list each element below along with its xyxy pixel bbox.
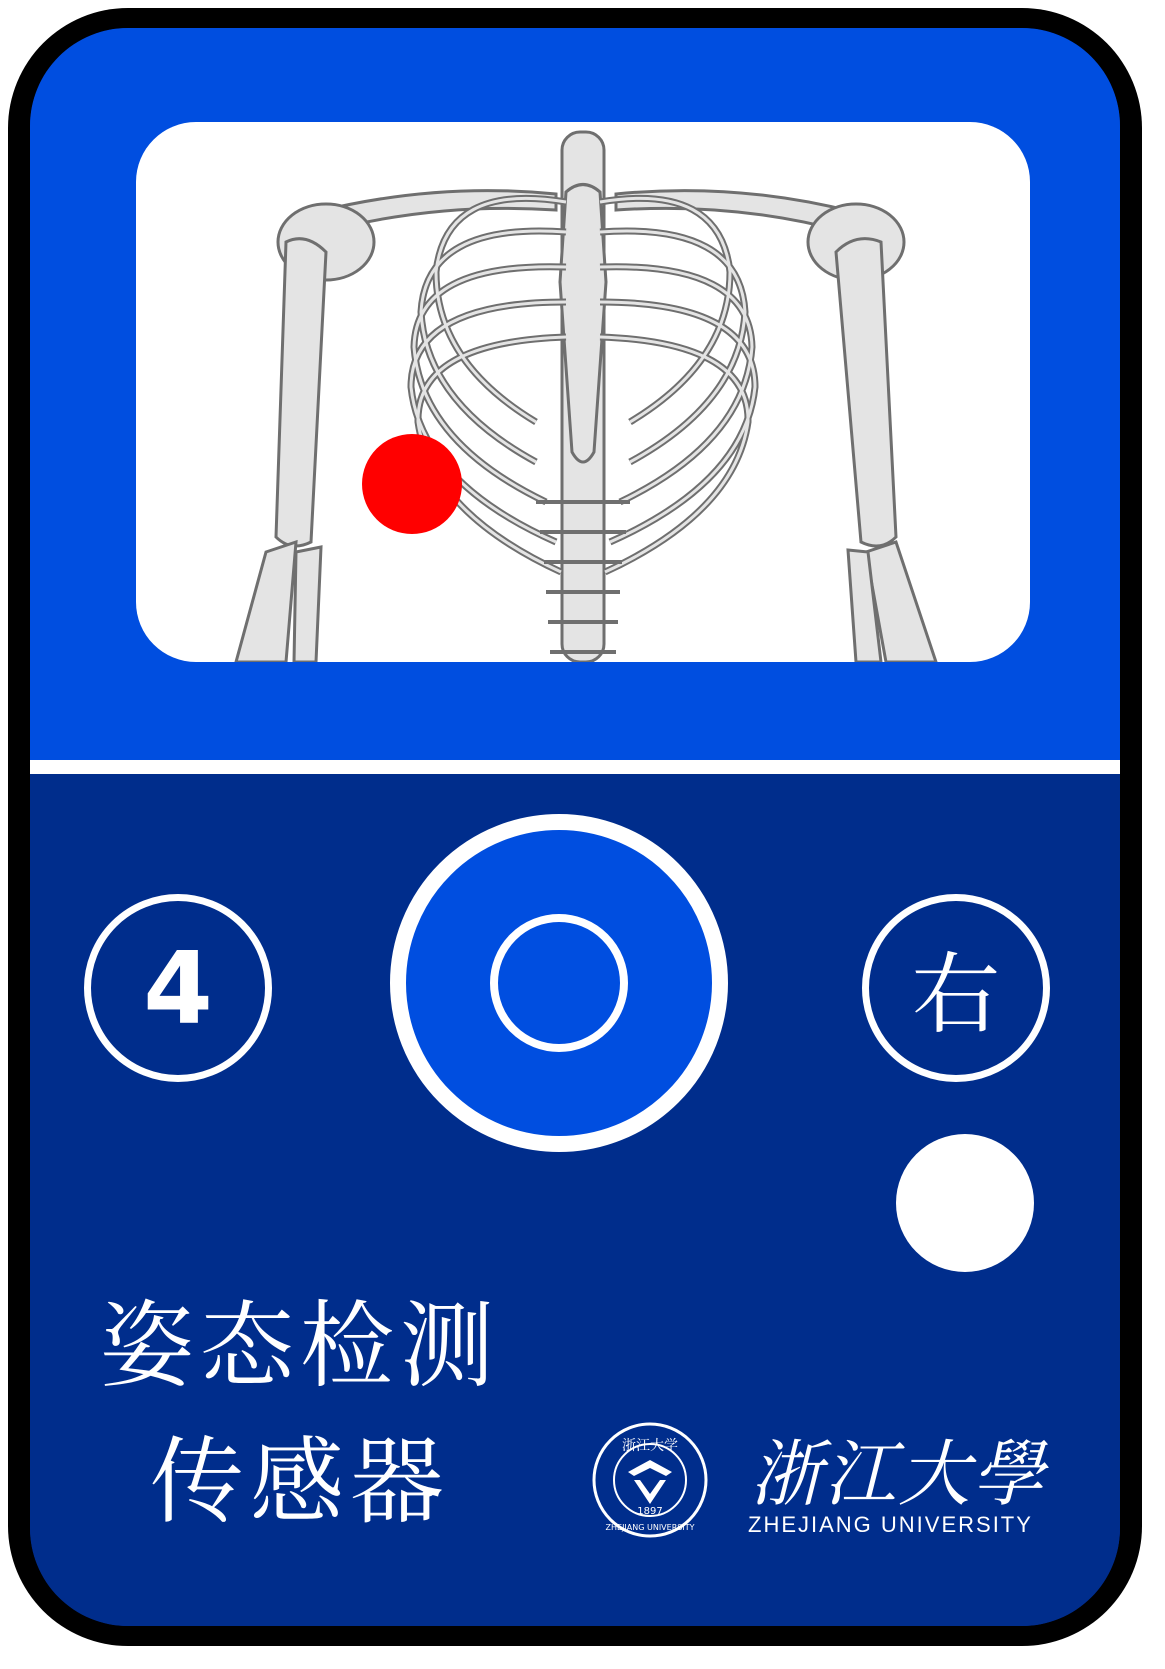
skeleton-illustration: [136, 122, 1030, 662]
status-indicator-light: [896, 1134, 1034, 1272]
product-title-line1: 姿态检测: [100, 1292, 501, 1401]
product-title-line2: 传感器: [150, 1428, 451, 1537]
seal-year: 1897: [637, 1506, 663, 1517]
skeleton-display: [136, 122, 1030, 662]
seal-text-bottom: ZHEJIANG UNIVERSITY: [605, 1523, 695, 1532]
sensor-position-marker: [362, 434, 462, 534]
body-side-label: 右: [911, 943, 1000, 1046]
sensor-number: 4: [143, 929, 213, 1047]
body-side-badge: [862, 894, 1050, 1082]
university-name-cn: 浙江大學: [750, 1432, 1047, 1516]
panel-divider: [30, 760, 1120, 774]
button-inner-ring-icon: [490, 914, 628, 1052]
university-seal-icon: [590, 1420, 710, 1540]
power-button[interactable]: [390, 814, 728, 1152]
seal-text-top: 浙江大学: [622, 1438, 678, 1454]
sensor-number-badge: [84, 894, 272, 1082]
top-panel: [30, 28, 1120, 760]
university-name-en: ZHEJIANG UNIVERSITY: [748, 1512, 1033, 1537]
